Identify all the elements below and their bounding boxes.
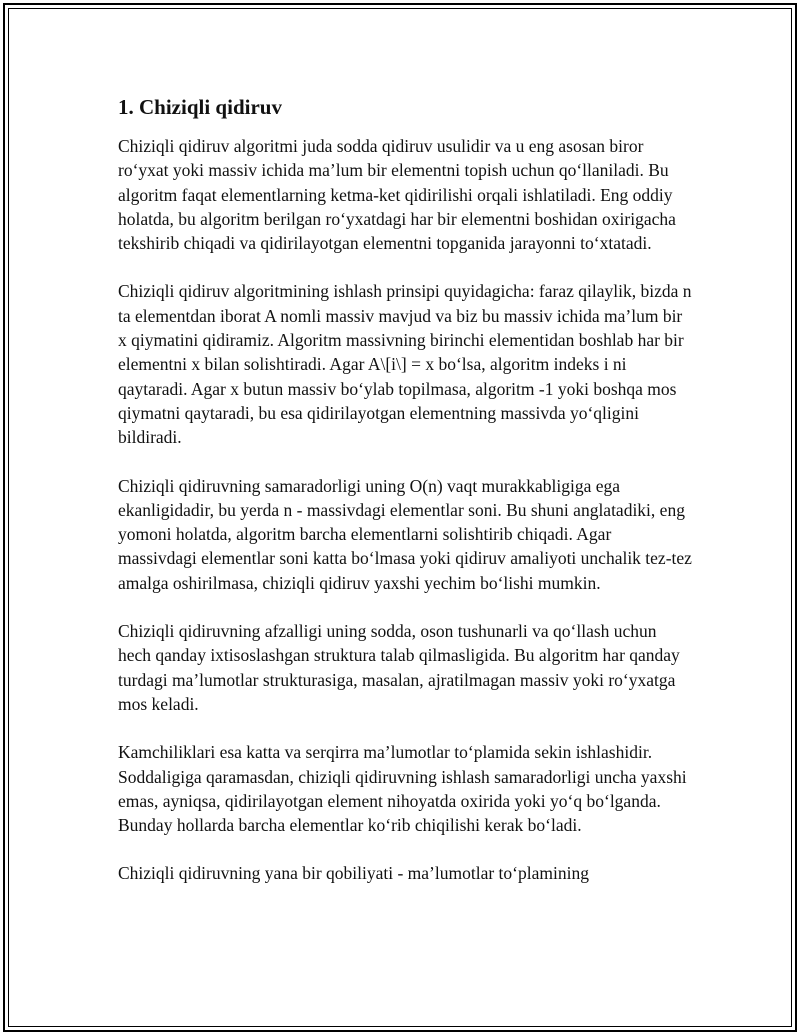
paragraph-advantages: Chiziqli qidiruvning afzalligi uning sodda, oson tushunarli va qo‘llash uchun hech qanday ixtisoslashgan struktura talab qilmasligida. Bu algoritm har qanday turdagi ma’lumotlar strukturasiga, masalan, ajratilmagan massiv yoki ro‘yxatga mos keladi. [118, 621, 680, 714]
paragraph-intro: Chiziqli qidiruv algoritmi juda sodda qidiruv usulidir va u eng asosan biror ro‘yxat yoki massiv ichida ma’lum bir elementni topish uchun qo‘llaniladi. Bu algoritm faqat elementlarning ketma-ket qidirilishi orqali ishlatiladi. Eng oddiy holatda, bu algoritm berilgan ro‘yxatdagi har bir elementni boshidan oxirigacha tekshirib chiqadi va qidirilayotgan elementni topganida jarayonni to‘xtatadi. [118, 136, 676, 254]
section-heading: 1. Chiziqli qidiruv [118, 95, 282, 119]
paragraph-continued: Chiziqli qidiruvning yana bir qobiliyati - ma’lumotlar to‘plamining [118, 863, 589, 884]
paragraph-complexity: Chiziqli qidiruvning samaradorligi uning O(n) vaqt murakkabligiga ega ekanligidadir, bu yerda n - massivdagi elementlar soni. Bu shuni anglatadiki, eng yomoni holatda, algoritm barcha elementlarni solishtirib chiqadi. Agar massivdagi elementlar soni katta bo‘lmasa yoki qidiruv amaliyoti unchalik tez-tez amalga oshirilmasa, chiziqli qidiruv yaxshi yechim bo‘lishi mumkin. [118, 475, 692, 593]
paragraph-principle: Chiziqli qidiruv algoritmining ishlash prinsipi quyidagicha: faraz qilaylik, bizda n ta elementdan iborat A nomli massiv mavjud va biz bu massiv ichida ma’lum bir x qiymatini qidiramiz. Algoritm massivning birinchi elementidan boshlab har bir elementni x bilan solishtiradi. Agar A\[i\] = x bo‘lsa, algoritm indeks i ni qaytaradi. Agar x butun massiv bo‘ylab topilmasa, algoritm -1 yoki boshqa mos qiymatni qaytaradi, bu esa qidirilayotgan elementning massivda yo‘qligini bildiradi. [118, 281, 692, 448]
paragraph-disadvantages: Kamchiliklari esa katta va serqirra ma’lumotlar to‘plamida sekin ishlashidir. Soddaligiga qaramasdan, chiziqli qidiruvning ishlash samaradorligi uncha yaxshi emas, ayniqsa, qidirilayotgan element nihoyatda oxirida yoki yo‘q bo‘lganda. Bunday hollarda barcha elementlar ko‘rib chiqilishi kerak bo‘ladi. [118, 742, 687, 836]
document-body [118, 93, 693, 886]
